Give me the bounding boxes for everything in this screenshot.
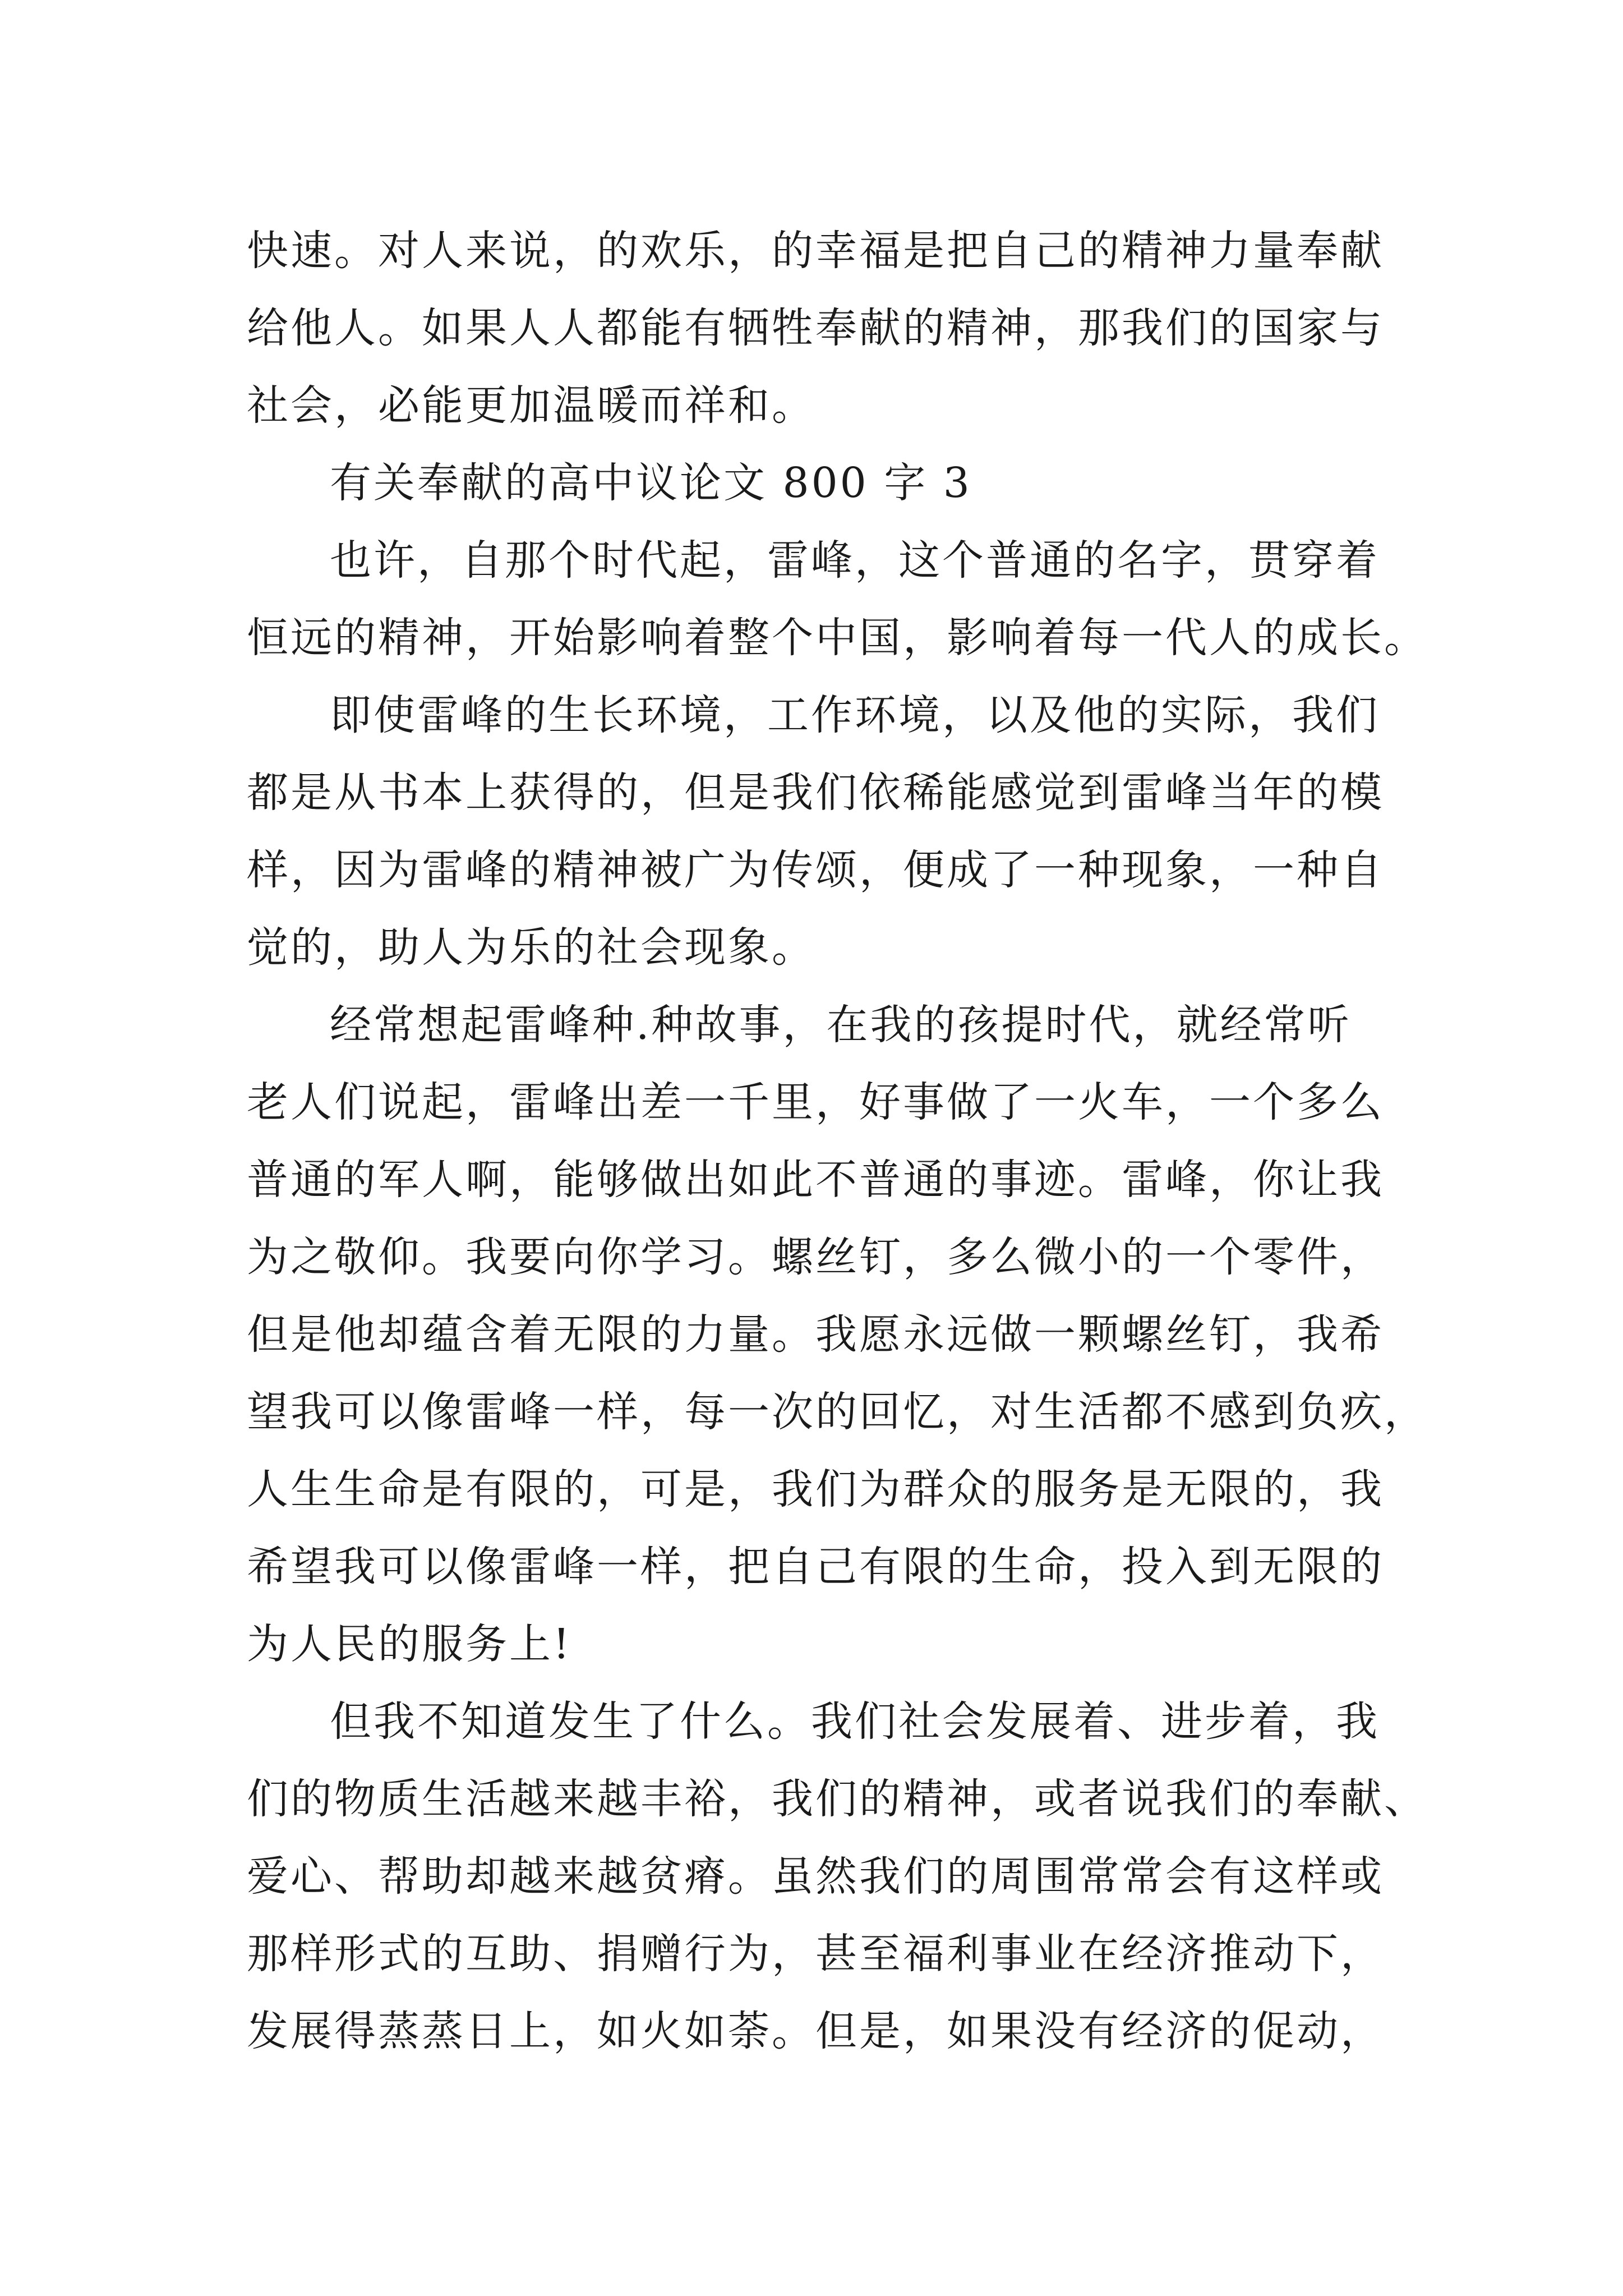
text-line: 给他人。如果人人都能有牺牲奉献的精神，那我们的国家与 — [247, 304, 1384, 352]
text-line: 望我可以像雷峰一样，每一次的回忆，对生活都不感到负疚， — [247, 1388, 1428, 1436]
text-line: 经常想起雷峰种.种故事，在我的孩提时代，就经常听 — [330, 1001, 1352, 1049]
text-line: 们的物质生活越来越丰裕，我们的精神，或者说我们的奉献、 — [247, 1775, 1428, 1823]
text-line: 希望我可以像雷峰一样，把自己有限的生命，投入到无限的 — [247, 1543, 1384, 1591]
text-line: 也许，自那个时代起，雷峰，这个普通的名字，贯穿着 — [330, 536, 1380, 585]
text-line: 即使雷峰的生长环境，工作环境，以及他的实际，我们 — [330, 691, 1380, 739]
text-line: 为之敬仰。我要向你学习。螺丝钉，多么微小的一个零件， — [247, 1233, 1384, 1281]
text-line: 普通的军人啊，能够做出如此不普通的事迹。雷峰，你让我 — [247, 1156, 1384, 1204]
text-line: 为人民的服务上! — [247, 1620, 572, 1668]
essay-body — [247, 212, 1428, 2070]
text-line: 觉的，助人为乐的社会现象。 — [247, 923, 815, 972]
section-heading: 有关奉献的高中议论文 800 字 3 — [330, 459, 972, 507]
text-line: 人生生命是有限的，可是，我们为群众的服务是无限的，我 — [247, 1465, 1384, 1513]
text-line: 但是他却蕴含着无限的力量。我愿永远做一颗螺丝钉，我希 — [247, 1310, 1384, 1359]
text-line: 老人们说起，雷峰出差一千里，好事做了一火车，一个多么 — [247, 1078, 1384, 1126]
text-line: 但我不知道发生了什么。我们社会发展着、进步着，我 — [330, 1697, 1380, 1746]
text-line: 爱心、帮助却越来越贫瘠。虽然我们的周围常常会有这样或 — [247, 1852, 1384, 1901]
text-line: 都是从书本上获得的，但是我们依稀能感觉到雷峰当年的模 — [247, 769, 1384, 817]
text-line: 社会，必能更加温暖而祥和。 — [247, 381, 815, 430]
text-line: 快速。对人来说，的欢乐，的幸福是把自己的精神力量奉献 — [247, 227, 1384, 275]
text-line: 样，因为雷峰的精神被广为传颂，便成了一种现象，一种自 — [247, 846, 1384, 894]
text-line: 发展得蒸蒸日上，如火如荼。但是，如果没有经济的促动， — [247, 2007, 1384, 2055]
text-line: 恒远的精神，开始影响着整个中国，影响着每一代人的成长。 — [247, 614, 1428, 662]
text-line: 那样形式的互助、捐赠行为，甚至福利事业在经济推动下， — [247, 1930, 1384, 1978]
